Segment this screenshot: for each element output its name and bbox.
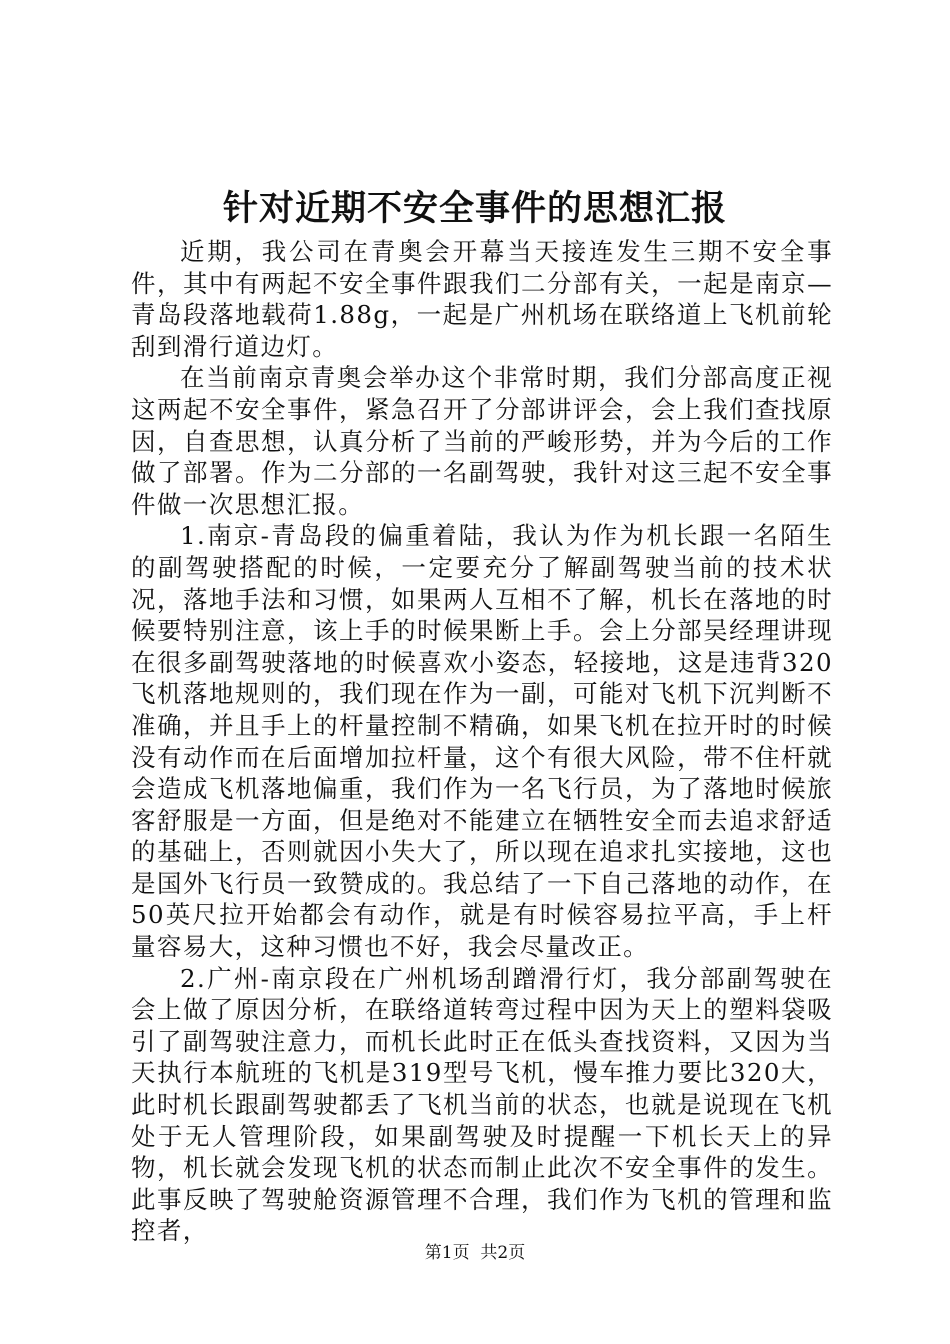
paragraph: 1.南京-青岛段的偏重着陆，我认为作为机长跟一名陌生的副驾驶搭配的时候，一定要充分了解副驾驶当前的技术状况，落地手法和习惯，如果两人互相不了解，机长在落地的时候要特别注意，该上手的时候果断上手。会上分部吴经理讲现在很多副驾驶落地的时候喜欢小姿态，轻接地，这是违背320飞机落地规则的，我们现在作为一副，可能对飞机下沉判断不准确，并且手上的杆量控制不精确，如果飞机在拉开时的时候没有动作而在后面增加拉杆量，这个有很大风险，带不住杆就会造成飞机落地偏重，我们作为一名飞行员，为了落地时候旅客舒服是一方面，但是绝对不能建立在牺牲安全而去追求舒适的基础上，否则就因小失大了，所以现在追求扎实接地，这也是国外飞行员一致赞成的。我总结了一下自己落地的动作，在50英尺拉开始都会有动作，就是有时候容易拉平高，手上杆量容易大，这种习惯也不好，我会尽量改正。 (131, 521, 833, 962)
document-title: 针对近期不安全事件的思想汇报 (222, 188, 727, 229)
paragraph: 在当前南京青奥会举办这个非常时期，我们分部高度正视这两起不安全事件，紧急召开了分部讲评会，会上我们查找原因，自查思想，认真分析了当前的严峻形势，并为今后的工作做了部署。作为二分部的一名副驾驶，我针对这三起不安全事件做一次思想汇报。 (131, 363, 833, 519)
paragraph: 近期，我公司在青奥会开幕当天接连发生三期不安全事件，其中有两起不安全事件跟我们二分部有关，一起是南京—青岛段落地载荷1.88g，一起是广州机场在联络道上飞机前轮刮到滑行道边灯。 (131, 237, 833, 361)
page-number-footer: 第1页 共2页 (424, 1243, 526, 1263)
document-body (131, 236, 833, 1247)
paragraph: 2.广州-南京段在广州机场刮蹭滑行灯，我分部副驾驶在会上做了原因分析，在联络道转弯过程中因为天上的塑料袋吸引了副驾驶注意力，而机长此时正在低头查找资料，又因为当天执行本航班的飞机是319型号飞机，慢车推力要比320大，此时机长跟副驾驶都丢了飞机当前的状态，也就是说现在飞机处于无人管理阶段，如果副驾驶及时提醒一下机长天上的异物，机长就会发现飞机的状态而制止此次不安全事件的发生。此事反映了驾驶舱资源管理不合理，我们作为飞机的管理和监控者， (131, 963, 833, 1246)
